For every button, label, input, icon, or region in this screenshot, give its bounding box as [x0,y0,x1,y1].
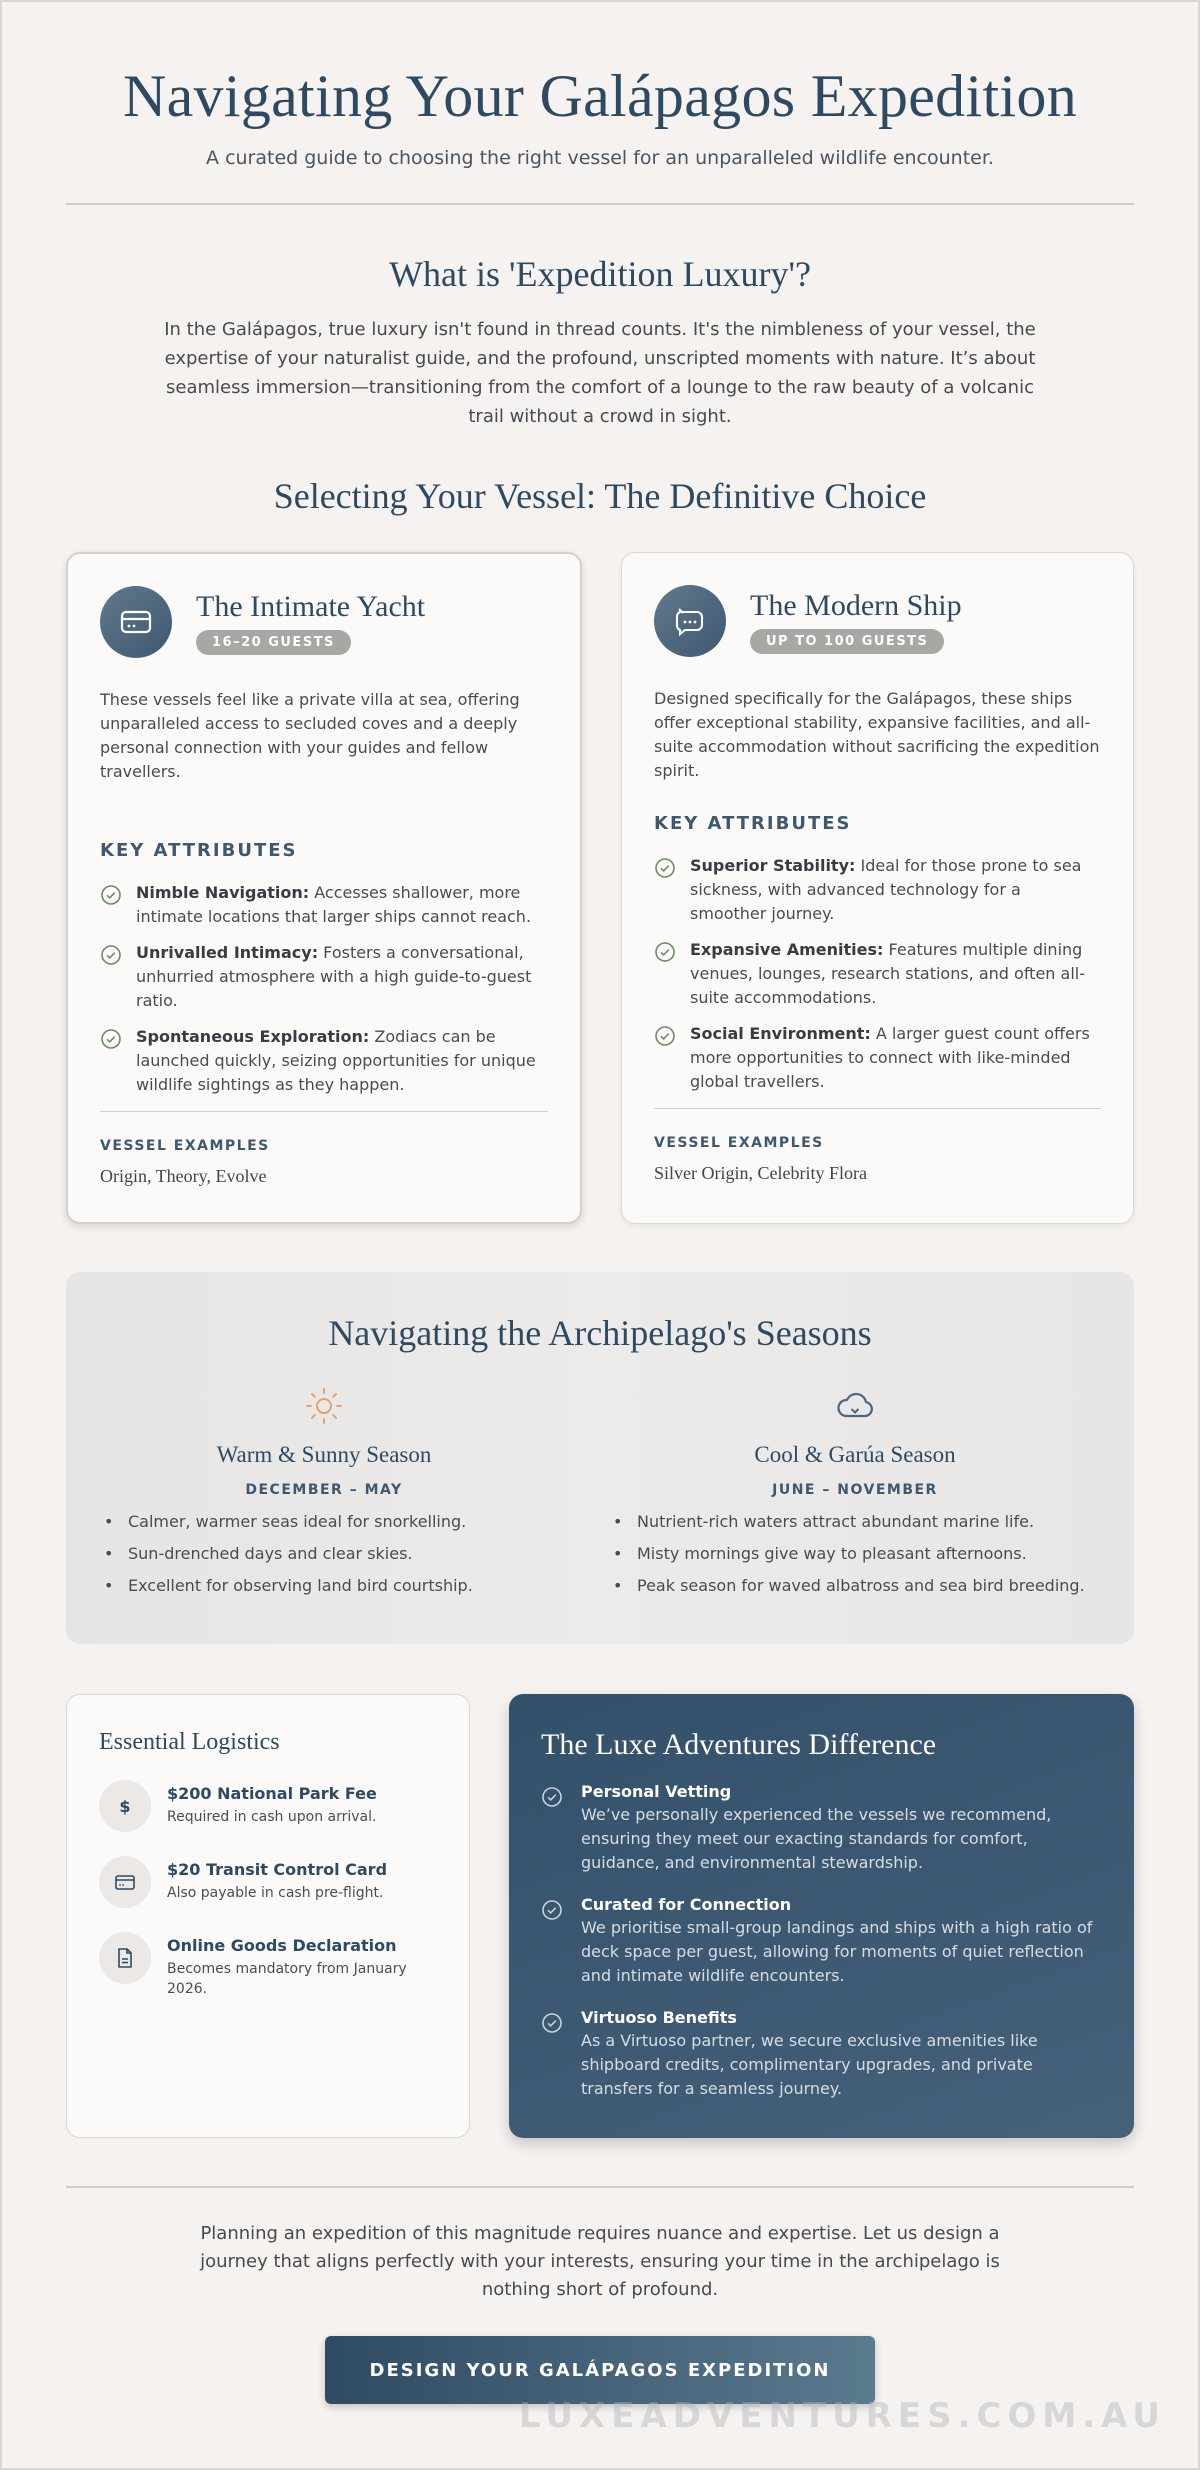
attribute-item [654,938,1101,1010]
difference-item [541,1895,1102,1988]
difference-item-desc: We’ve personally experienced the vessels we recommend, ensuring they meet our exacting standards for comfort, guidance, and environmental stewardship. [581,1805,1052,1872]
logistics-item [99,1856,437,1908]
logistics-item [99,1780,437,1832]
card-description: Designed specifically for the Galápagos, these ships offer exceptional stability, expansive facilities, and all-suite accommodation without sacrificing the expedition spirit. [654,689,1100,780]
season-name: Warm & Sunny Season [216,1442,432,1467]
design-expedition-button[interactable]: DESIGN YOUR GALÁPAGOS EXPEDITION [325,2336,875,2404]
check-circle-icon [100,944,122,966]
attribute-item [100,941,548,1013]
season-point: • Peak season for waved albatross and sea bird breeding. [609,1574,1101,1598]
check-circle-icon [654,1025,676,1047]
check-circle-icon [654,941,676,963]
attribute-name: Unrivalled Intimacy: [136,943,319,962]
card-title: The Intimate Yacht [196,589,426,623]
examples-value: Silver Origin, Celebrity Flora [654,1163,867,1183]
card-description: These vessels feel like a private villa at sea, offering unparalleled access to secluded coves and a deeply personal connection with your guides and fellow travellers. [100,690,520,781]
examples-value: Origin, Theory, Evolve [100,1166,267,1186]
dollar-icon: $ [99,1780,151,1832]
difference-item-title: Curated for Connection [581,1895,792,1914]
intro-title: What is 'Expedition Luxury'? [389,254,811,294]
season-points [609,1510,1101,1598]
season-name: Cool & Garúa Season [754,1442,956,1467]
attribute-text: Features multiple dining venues, lounges, research stations, and often all-suite accommodations. [690,940,1085,1007]
vessel-cards [66,552,1134,1224]
check-circle-icon [654,857,676,879]
vessels-title: Selecting Your Vessel: The Definitive Choice [273,476,927,516]
page-subtitle: A curated guide to choosing the right vessel for an unparalleled wildlife encounter. [206,147,994,169]
logistics-item-title: Online Goods Declaration [167,1936,397,1955]
attribute-text: Zodiacs can be launched quickly, seizing opportunities for unique wildlife sightings as they happen. [136,1027,536,1094]
logistics-item [99,1932,437,1999]
difference-title: The Luxe Adventures Difference [541,1728,937,1761]
logistics-item-title: $20 Transit Control Card [167,1860,388,1879]
season-warm [100,1386,548,1606]
attributes-list [100,881,548,1097]
season-dates: JUNE – NOVEMBER [772,1482,938,1498]
difference-item-title: Personal Vetting [581,1782,732,1801]
attribute-name: Nimble Navigation: [136,883,310,902]
attribute-item [654,854,1101,926]
closing-text: Planning an expedition of this magnitude requires nuance and expertise. Let us design a journey that aligns perfectly with your interests, ensuring your time in the archipelago is nothing short of profound. [200,2223,1000,2300]
attribute-item [654,1022,1101,1094]
ship-icon [654,585,726,657]
season-points [100,1510,548,1598]
logistics-card [66,1694,470,2138]
difference-item-desc: As a Virtuoso partner, we secure exclusive amenities like shipboard credits, complimentary upgrades, and private transfers for a seamless journey. [581,2031,1038,2098]
page-title: Navigating Your Galápagos Expedition [122,63,1077,129]
logistics-item-sub: Becomes mandatory from January 2026. [167,1961,407,1997]
seasons-title: Navigating the Archipelago's Seasons [328,1313,872,1353]
check-circle-icon [541,1786,563,1808]
cloud-icon [834,1386,876,1426]
key-attributes-heading: KEY ATTRIBUTES [100,840,298,861]
attribute-text: Accesses shallower, more intimate locations that larger ships cannot reach. [136,883,532,926]
sun-icon [304,1386,344,1426]
season-point: • Sun-drenched days and clear skies. [100,1542,548,1566]
difference-item [541,2008,1102,2101]
guests-badge: UP TO 100 GUESTS [750,629,944,654]
logistics-title: Essential Logistics [99,1729,280,1755]
season-point: • Misty mornings give way to pleasant afternoons. [609,1542,1101,1566]
intro-text: In the Galápagos, true luxury isn't found in thread counts. It's the nimbleness of your vessel, the expertise of your naturalist guide, and the profound, unscripted moments with nature. It’s about seamless immersion—transitioning from the comfort of a lounge to the raw beauty of a volcanic trail without a crowd in sight. [164,319,1036,427]
document-icon [99,1932,151,1984]
season-point: • Nutrient-rich waters attract abundant marine life. [609,1510,1101,1534]
season-point: • Excellent for observing land bird courtship. [100,1574,548,1598]
examples-label: VESSEL EXAMPLES [100,1138,270,1154]
attribute-name: Social Environment: [690,1024,871,1043]
attribute-name: Expansive Amenities: [690,940,884,959]
check-circle-icon [541,2012,563,2034]
attribute-text: Fosters a conversational, unhurried atmosphere with a high guide-to-guest ratio. [136,943,532,1010]
logistics-item-sub: Required in cash upon arrival. [167,1809,377,1825]
vessel-card-intimate-yacht [66,552,582,1224]
difference-item-title: Virtuoso Benefits [581,2008,737,2027]
card-divider [654,1108,1101,1109]
guests-badge: 16–20 GUESTS [196,630,351,655]
card-icon [99,1856,151,1908]
card-divider [100,1111,548,1112]
attribute-name: Superior Stability: [690,856,856,875]
vessel-card-modern-ship [621,552,1134,1224]
logistics-item-sub: Also payable in cash pre-flight. [167,1885,384,1901]
difference-item-desc: We prioritise small-group landings and ships with a high ratio of deck space per guest, allowing for moments of quiet reflection and intimate wildlife encounters. [581,1918,1093,1985]
attributes-list [654,854,1101,1094]
check-circle-icon [100,1028,122,1050]
attribute-name: Spontaneous Exploration: [136,1027,370,1046]
seasons-panel [66,1272,1134,1644]
attribute-text: Ideal for those prone to sea sickness, with advanced technology for a smoother journey. [690,856,1082,923]
difference-item [541,1782,1102,1875]
footer-divider [66,2186,1134,2188]
attribute-item [100,881,548,929]
card-icon [100,586,172,658]
site-watermark: LUXEADVENTURES.COM.AU [518,2396,1166,2436]
attribute-text: A larger guest count offers more opportunities to connect with like-minded global travellers. [690,1024,1090,1091]
logistics-item-title: $200 National Park Fee [167,1784,377,1803]
season-dates: DECEMBER – MAY [245,1482,403,1498]
attribute-item [100,1025,548,1097]
key-attributes-heading: KEY ATTRIBUTES [654,813,852,834]
season-cool [609,1386,1101,1606]
check-circle-icon [541,1899,563,1921]
card-title: The Modern Ship [750,588,962,622]
season-point: • Calmer, warmer seas ideal for snorkelling. [100,1510,548,1534]
check-circle-icon [100,884,122,906]
examples-label: VESSEL EXAMPLES [654,1135,824,1151]
difference-card [509,1694,1134,2138]
